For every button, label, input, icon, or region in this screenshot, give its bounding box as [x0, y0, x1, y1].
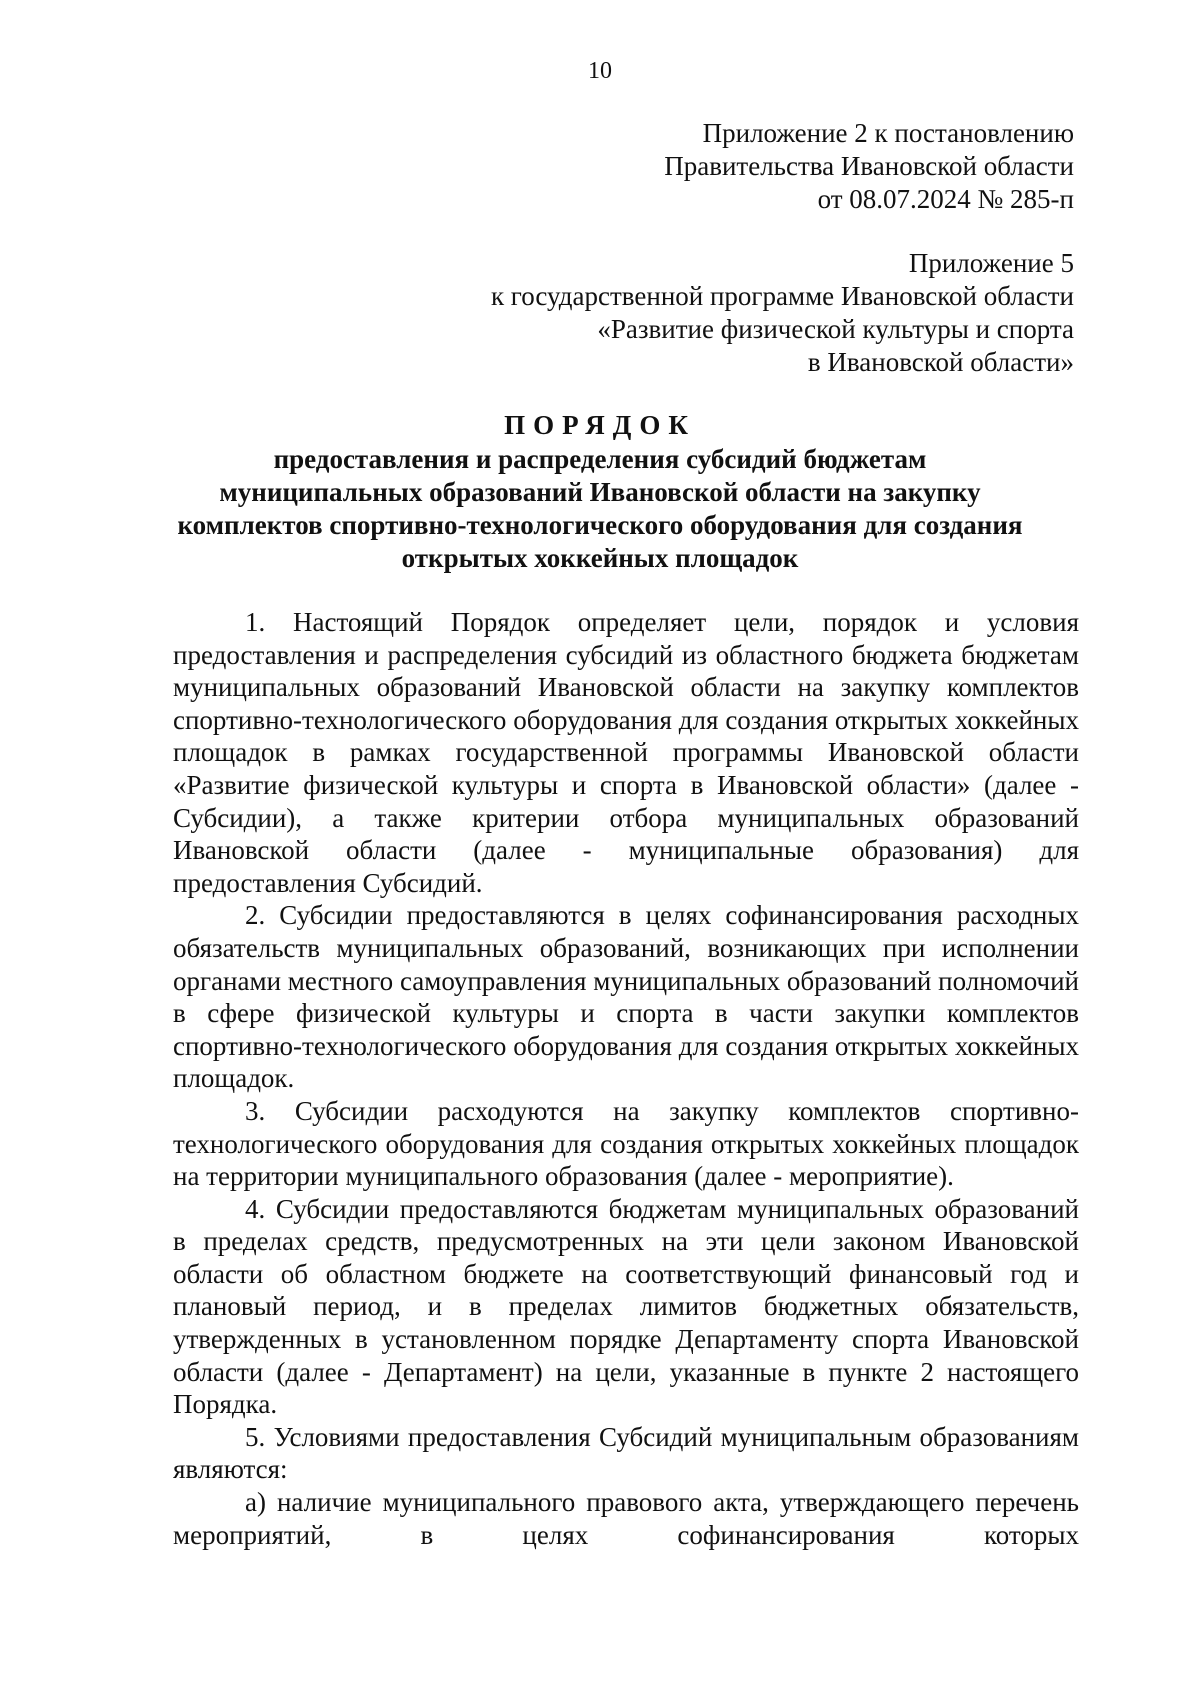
appendix-line: от 08.07.2024 № 285-п [817, 184, 1074, 214]
appendix-line: к государственной программе Ивановской области [490, 281, 1074, 311]
appendix-line: Правительства Ивановской области [664, 151, 1074, 181]
appendix-line: «Развитие физической культуры и спорта [597, 314, 1074, 344]
document-title: ПОРЯДОК [504, 410, 696, 440]
subtitle-line: открытых хоккейных площадок [401, 543, 799, 573]
paragraph-1: 1. Настоящий Порядок определяет цели, порядок и условия предоставления и распределения субсидий из областного бюджета бюджетам муниципальных образований Ивановской области на закупку комплектов спортивно-технологического оборудования для создания открытых хоккейных площадок в рамках государственной программы Ивановской области «Развитие физической культуры и спорта в Ивановской области» (далее - Субсидии), а также критерии отбора муниципальных образований Ивановской области (далее - муниципальные образования) для предоставления Субсидий. [173, 607, 1079, 898]
document-subtitle [150, 443, 1050, 575]
paragraph-2: 2. Субсидии предоставляются в целях софинансирования расходных обязательств муниципальных образований, возникающих при исполнении органами местного самоуправления муниципальных образований полномочий в сфере физической культуры и спорта в части закупки комплектов спортивно-технологического оборудования для создания открытых хоккейных площадок. [173, 900, 1079, 1094]
paragraph-5: 5. Условиями предоставления Субсидий муниципальным образованиям являются: [173, 1421, 1079, 1485]
paragraph-4: 4. Субсидии предоставляются бюджетам муниципальных образований в пределах средств, предусмотренных на эти цели законом Ивановской области об областном бюджете на соответствующий финансовый год и плановый период, и в пределах лимитов бюджетных обязательств, утвержденных в установленном порядке Департаменту спорта Ивановской области (далее - Департамент) на цели, указанные в пункте 2 настоящего Порядка. [173, 1193, 1079, 1420]
paragraph-6: а) наличие муниципального правового акта, утверждающего перечень мероприятий, в целях софинансирования которых [173, 1487, 1079, 1550]
appendix-line: в Ивановской области» [807, 347, 1074, 377]
subtitle-line: предоставления и распределения субсидий бюджетам [273, 444, 927, 474]
document-body [173, 606, 1079, 1551]
appendix-header-program [491, 247, 1074, 379]
subtitle-line: комплектов спортивно-технологического оборудования для создания [177, 510, 1023, 540]
appendix-line: Приложение 2 к постановлению [702, 118, 1074, 148]
page-number: 10 [588, 58, 612, 84]
subtitle-line: муниципальных образований Ивановской области на закупку [219, 477, 981, 507]
paragraph-3: 3. Субсидии расходуются на закупку комплектов спортивно-технологического оборудования для создания открытых хоккейных площадок на территории муниципального образования (далее - мероприятие). [173, 1095, 1079, 1192]
appendix-line: Приложение 5 [908, 248, 1074, 278]
appendix-header-resolution [664, 117, 1074, 216]
